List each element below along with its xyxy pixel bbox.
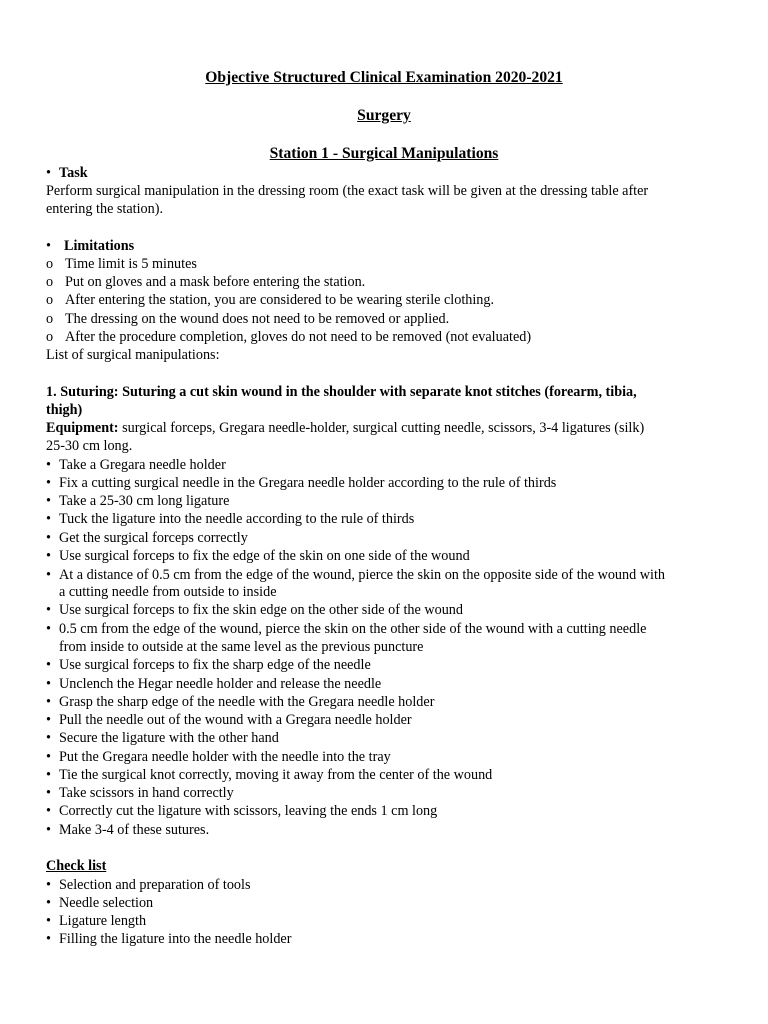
limitation-text: Put on gloves and a mask before entering the station. (65, 274, 366, 290)
step-item (46, 529, 248, 547)
step-item (46, 784, 234, 802)
step-item (46, 656, 371, 674)
bullet-marker: • (46, 676, 51, 692)
step-item (46, 766, 492, 784)
step-item (46, 510, 414, 528)
equipment-line2: 25-30 cm long. (46, 438, 133, 454)
bullet-marker: • (46, 730, 51, 746)
checklist-text: Ligature length (59, 913, 147, 929)
limitation-text: The dressing on the wound does not need to be removed or applied. (65, 311, 450, 327)
checklist-heading-text: Check list (46, 858, 107, 874)
step-text: Use surgical forceps to fix the edge of the skin on one side of the wound (59, 548, 470, 564)
step-text: Make 3-4 of these sutures. (59, 822, 210, 838)
step-text: Take scissors in hand correctly (59, 785, 234, 801)
equipment-text: surgical forceps, Gregara needle-holder, surgical cutting needle, scissors, 3-4 ligatures (silk) (118, 420, 645, 436)
checklist-item (46, 876, 250, 894)
step-text: Put the Gregara needle holder with the needle into the tray (59, 749, 391, 765)
step-item (46, 821, 209, 839)
step-continuation: from inside to outside at the same level as the previous puncture (59, 639, 424, 655)
bullet-marker: • (46, 803, 51, 819)
limitation-item (46, 310, 449, 328)
bullet-marker: • (46, 602, 51, 618)
checklist-text: Filling the ligature into the needle holder (59, 931, 292, 947)
limitation-text: After entering the station, you are considered to be wearing sterile clothing. (65, 292, 495, 308)
step-item (46, 729, 279, 747)
step-text: Pull the needle out of the wound with a Gregara needle holder (59, 712, 412, 728)
step-text: Unclench the Hegar needle holder and release the needle (59, 676, 382, 692)
step-continuation: a cutting needle from outside to inside (59, 584, 277, 600)
limitation-text: Time limit is 5 minutes (65, 256, 197, 272)
bullet-marker: • (46, 457, 51, 473)
step-item (46, 711, 412, 729)
step-text: Secure the ligature with the other hand (59, 730, 279, 746)
step-item (46, 693, 434, 711)
bullet-marker: • (46, 475, 51, 491)
bullet-marker: • (46, 895, 51, 911)
step-text: Tuck the ligature into the needle according to the rule of thirds (59, 511, 415, 527)
bullet-marker: • (46, 785, 51, 801)
step-text: Take a 25-30 cm long ligature (59, 493, 230, 509)
bullet-marker: • (46, 621, 51, 637)
checklist-text: Selection and preparation of tools (59, 877, 251, 893)
exam-title: Objective Structured Clinical Examination 2020-2021 (205, 69, 563, 86)
step-text: At a distance of 0.5 cm from the edge of the wound, pierce the skin on the opposite side of the wound with (59, 567, 665, 583)
step-item (46, 492, 229, 510)
bullet-marker: • (46, 657, 51, 673)
bullet-marker: • (46, 530, 51, 546)
bullet-marker: • (46, 238, 51, 254)
bullet-marker: • (46, 567, 51, 583)
bullet-marker: • (46, 931, 51, 947)
step-item (46, 547, 470, 565)
subject-title: Surgery (357, 107, 411, 124)
bullet-marker: • (46, 511, 51, 527)
step-item (46, 675, 381, 693)
task-text-line2: entering the station). (46, 201, 164, 217)
task-heading (46, 164, 88, 182)
limitation-item (46, 273, 365, 291)
step-text: Use surgical forceps to fix the skin edge on the other side of the wound (59, 602, 463, 618)
circle-marker: o (46, 292, 54, 308)
task-heading-text: Task (59, 165, 88, 181)
circle-marker: o (46, 274, 54, 290)
step-text: Correctly cut the ligature with scissors, leaving the ends 1 cm long (59, 803, 438, 819)
bullet-marker: • (46, 913, 51, 929)
step-text: Fix a cutting surgical needle in the Gregara needle holder according to the rule of thirds (59, 475, 557, 491)
bullet-marker: • (46, 712, 51, 728)
limitation-text: After the procedure completion, gloves do not need to be removed (not evaluated) (65, 329, 532, 345)
suturing-heading-line2: thigh) (46, 402, 83, 418)
bullet-marker: • (46, 165, 51, 181)
checklist-item (46, 912, 146, 930)
task-text-line1: Perform surgical manipulation in the dressing room (the exact task will be given at the dressing table after (46, 183, 649, 199)
checklist-text: Needle selection (59, 895, 154, 911)
bullet-marker: • (46, 767, 51, 783)
step-text: Take a Gregara needle holder (59, 457, 226, 473)
step-text: Use surgical forceps to fix the sharp edge of the needle (59, 657, 371, 673)
limitation-item (46, 255, 197, 273)
bullet-marker: • (46, 822, 51, 838)
bullet-marker: • (46, 694, 51, 710)
circle-marker: o (46, 311, 54, 327)
circle-marker: o (46, 329, 54, 345)
step-text: Get the surgical forceps correctly (59, 530, 248, 546)
checklist-item (46, 894, 153, 912)
step-text: Grasp the sharp edge of the needle with the Gregara needle holder (59, 694, 435, 710)
equipment-label: Equipment: (46, 420, 119, 436)
step-item (46, 802, 437, 820)
equipment-line1 (46, 419, 644, 437)
limitations-heading-text: Limitations (64, 238, 135, 254)
step-text: 0.5 cm from the edge of the wound, pierce the skin on the other side of the wound with a cutting needle (59, 621, 647, 637)
step-item (46, 566, 665, 584)
manipulations-intro: List of surgical manipulations: (46, 347, 220, 363)
limitation-item (46, 328, 531, 346)
step-item (46, 474, 556, 492)
step-text: Tie the surgical knot correctly, moving it away from the center of the wound (59, 767, 493, 783)
step-item (46, 601, 463, 619)
bullet-marker: • (46, 877, 51, 893)
step-item (46, 620, 646, 638)
suturing-heading-line1: 1. Suturing: Suturing a cut skin wound in the shoulder with separate knot stitches (forearm, tibia, (46, 384, 637, 400)
checklist-heading (46, 857, 106, 875)
step-item (46, 748, 391, 766)
limitations-heading (46, 237, 134, 255)
bullet-marker: • (46, 548, 51, 564)
limitation-item (46, 291, 494, 309)
bullet-marker: • (46, 749, 51, 765)
circle-marker: o (46, 256, 54, 272)
station-title: Station 1 - Surgical Manipulations (269, 145, 499, 162)
step-item (46, 456, 226, 474)
bullet-marker: • (46, 493, 51, 509)
checklist-item (46, 930, 291, 948)
